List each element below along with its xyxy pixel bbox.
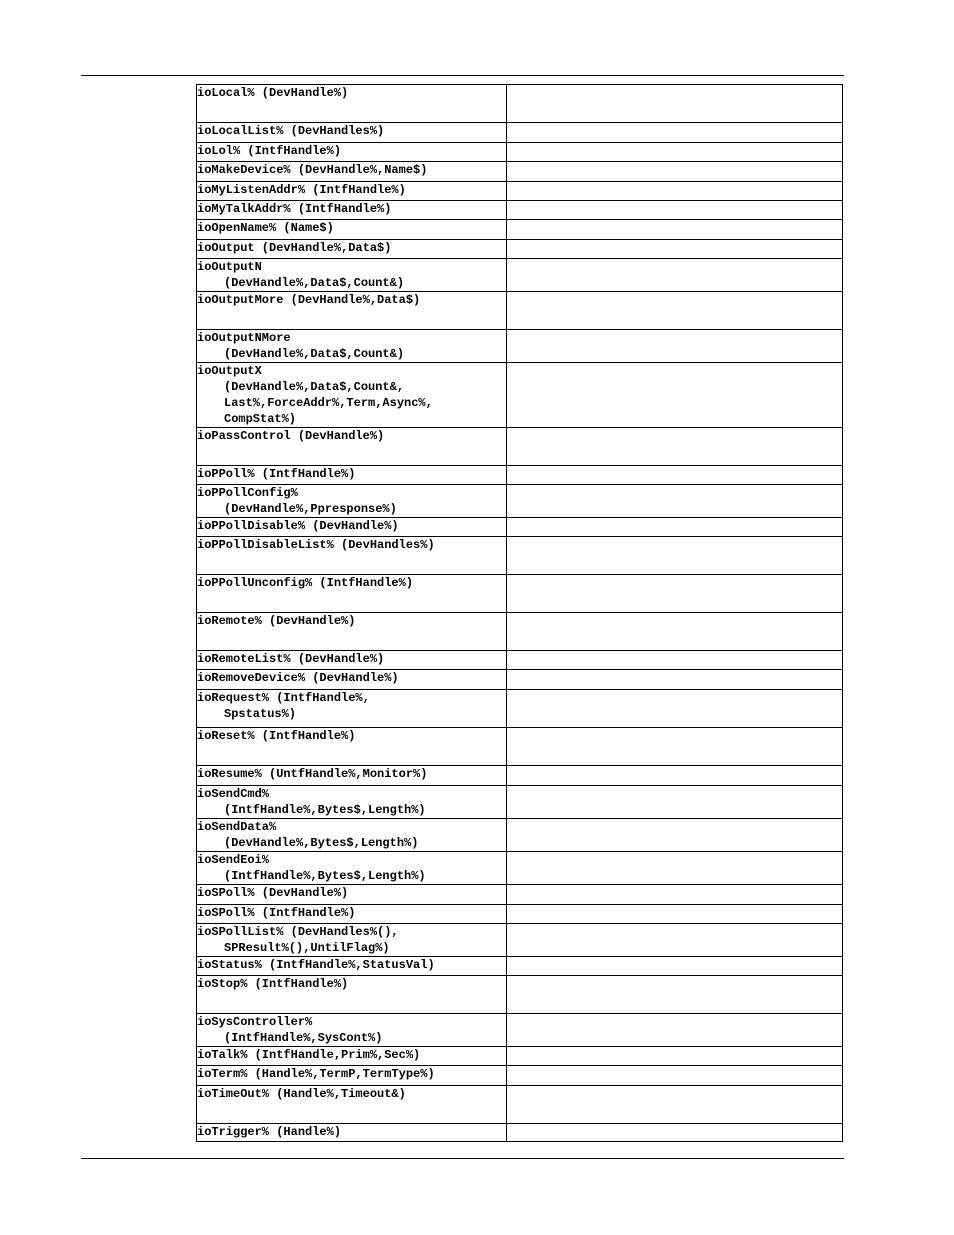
signature-line: (DevHandle%,Data$,Count&) [224, 347, 405, 361]
function-signature-cell [197, 819, 507, 852]
table-row [197, 613, 843, 651]
function-signature-cell [197, 905, 507, 924]
signature-line: ioRemote% (DevHandle%) [197, 614, 356, 628]
signature-line: ioRequest% (IntfHandle%, [197, 691, 370, 705]
signature-line: ioStop% (IntfHandle%) [197, 977, 349, 991]
signature-line: (DevHandle%,Data$,Count&, [224, 380, 405, 394]
signature-line: ioSendEoi% [197, 853, 270, 867]
signature-line: (DevHandle%,Ppresponse%) [224, 502, 397, 516]
table-row [197, 220, 843, 240]
function-signature-cell [197, 259, 507, 292]
description-cell [507, 518, 843, 537]
signature-line: ioMyTalkAddr% (IntfHandle%) [197, 202, 392, 216]
function-signature-cell [197, 690, 507, 728]
table-row [197, 1086, 843, 1124]
signature-line: ioStatus% (IntfHandle%,StatusVal) [197, 958, 435, 972]
table-row [197, 1066, 843, 1086]
description-cell [507, 162, 843, 182]
description-cell [507, 466, 843, 485]
signature-line: ioPPollDisableList% (DevHandles%) [197, 538, 435, 552]
table-row [197, 885, 843, 905]
description-cell [507, 123, 843, 143]
function-signature-cell [197, 220, 507, 240]
description-cell [507, 575, 843, 613]
signature-line: ioTalk% (IntfHandle,Prim%,Sec%) [197, 1048, 421, 1062]
signature-line: ioSPoll% (DevHandle%) [197, 886, 349, 900]
signature-line: SPResult%(),UntilFlag%) [224, 941, 390, 955]
function-signature-cell [197, 976, 507, 1014]
function-signature-cell [197, 786, 507, 819]
description-cell [507, 670, 843, 690]
function-signature-cell [197, 613, 507, 651]
signature-line: ioRemoteList% (DevHandle%) [197, 652, 385, 666]
table-row [197, 819, 843, 852]
description-cell [507, 485, 843, 518]
function-signature-cell [197, 1047, 507, 1066]
table-row [197, 852, 843, 885]
signature-line: ioOutputN [197, 260, 262, 274]
signature-line: ioSPollList% (DevHandles%(), [197, 925, 399, 939]
description-cell [507, 690, 843, 728]
signature-line: ioSysController% [197, 1015, 313, 1029]
function-signature-cell [197, 363, 507, 428]
table-row [197, 518, 843, 537]
function-signature-cell [197, 670, 507, 690]
description-cell [507, 240, 843, 259]
signature-line: ioLocal% (DevHandle%) [197, 86, 349, 100]
function-signature-cell [197, 240, 507, 259]
table-row [197, 162, 843, 182]
table-row [197, 575, 843, 613]
description-cell [507, 143, 843, 162]
function-signature-cell [197, 575, 507, 613]
signature-line: (DevHandle%,Bytes$,Length%) [224, 836, 419, 850]
description-cell [507, 292, 843, 330]
signature-line: (IntfHandle%,Bytes$,Length%) [224, 803, 426, 817]
table-row [197, 428, 843, 466]
table-row [197, 670, 843, 690]
table-row [197, 363, 843, 428]
signature-line: ioMyListenAddr% (IntfHandle%) [197, 183, 406, 197]
signature-line: ioLocalList% (DevHandles%) [197, 124, 385, 138]
table-row [197, 728, 843, 766]
signature-line: ioReset% (IntfHandle%) [197, 729, 356, 743]
footer-rule [81, 1158, 844, 1159]
signature-line: ioOpenName% (Name$) [197, 221, 334, 235]
function-signature-cell [197, 123, 507, 143]
description-cell [507, 85, 843, 123]
table-row [197, 143, 843, 162]
signature-line: ioPPollConfig% [197, 486, 298, 500]
table-row [197, 1014, 843, 1047]
table-row [197, 201, 843, 220]
table-row [197, 1124, 843, 1142]
description-cell [507, 819, 843, 852]
function-signature-cell [197, 485, 507, 518]
function-signature-cell [197, 728, 507, 766]
description-cell [507, 1086, 843, 1124]
description-cell [507, 651, 843, 670]
description-cell [507, 1014, 843, 1047]
function-signature-cell [197, 85, 507, 123]
signature-line: CompStat%) [224, 412, 297, 426]
table-row [197, 690, 843, 728]
signature-line: ioLol% (IntfHandle%) [197, 144, 342, 158]
description-cell [507, 924, 843, 957]
table-row [197, 786, 843, 819]
signature-line: ioPassControl (DevHandle%) [197, 429, 385, 443]
signature-line: ioMakeDevice% (DevHandle%,Name$) [197, 163, 428, 177]
table-row [197, 651, 843, 670]
description-cell [507, 885, 843, 905]
description-cell [507, 537, 843, 575]
description-cell [507, 786, 843, 819]
table-row [197, 259, 843, 292]
description-cell [507, 259, 843, 292]
function-signature-cell [197, 428, 507, 466]
signature-line: (IntfHandle%,SysCont%) [224, 1031, 383, 1045]
table-row [197, 905, 843, 924]
function-signature-cell [197, 182, 507, 201]
function-signature-cell [197, 143, 507, 162]
function-signature-cell [197, 201, 507, 220]
function-signature-cell [197, 852, 507, 885]
header-rule [81, 75, 844, 76]
function-signature-cell [197, 292, 507, 330]
table-row [197, 976, 843, 1014]
signature-line: ioSPoll% (IntfHandle%) [197, 906, 356, 920]
description-cell [507, 363, 843, 428]
function-signature-cell [197, 885, 507, 905]
table-row [197, 766, 843, 786]
table-row [197, 537, 843, 575]
signature-line: ioOutputNMore [197, 331, 291, 345]
description-cell [507, 905, 843, 924]
description-cell [507, 766, 843, 786]
description-cell [507, 428, 843, 466]
signature-line: (IntfHandle%,Bytes$,Length%) [224, 869, 426, 883]
table-row [197, 123, 843, 143]
function-signature-cell [197, 466, 507, 485]
signature-line: ioTerm% (Handle%,TermP,TermType%) [197, 1067, 435, 1081]
signature-line: Last%,ForceAddr%,Term,Async%, [224, 396, 433, 410]
description-cell [507, 1124, 843, 1142]
signature-line: ioRemoveDevice% (DevHandle%) [197, 671, 399, 685]
table-row [197, 182, 843, 201]
description-cell [507, 728, 843, 766]
signature-line: Spstatus%) [224, 707, 297, 721]
function-signature-cell [197, 1014, 507, 1047]
signature-line: ioPPoll% (IntfHandle%) [197, 467, 356, 481]
table-row [197, 240, 843, 259]
signature-line: ioPPollDisable% (DevHandle%) [197, 519, 399, 533]
function-signature-cell [197, 162, 507, 182]
function-signature-cell [197, 957, 507, 976]
description-cell [507, 976, 843, 1014]
function-signature-cell [197, 1086, 507, 1124]
table-row [197, 924, 843, 957]
description-cell [507, 220, 843, 240]
function-signature-cell [197, 766, 507, 786]
signature-line: ioTrigger% (Handle%) [197, 1125, 342, 1139]
signature-line: ioResume% (UntfHandle%,Monitor%) [197, 767, 428, 781]
function-signature-cell [197, 1124, 507, 1142]
signature-line: (DevHandle%,Data$,Count&) [224, 276, 405, 290]
description-cell [507, 1047, 843, 1066]
signature-line: ioOutputX [197, 364, 262, 378]
table-row [197, 957, 843, 976]
table-row [197, 85, 843, 123]
description-cell [507, 330, 843, 363]
function-signature-cell [197, 651, 507, 670]
signature-line: ioPPollUnconfig% (IntfHandle%) [197, 576, 414, 590]
signature-line: ioOutput (DevHandle%,Data$) [197, 241, 392, 255]
table-row [197, 485, 843, 518]
table-row [197, 292, 843, 330]
table-row [197, 466, 843, 485]
signature-line: ioSendData% [197, 820, 277, 834]
signature-line: ioSendCmd% [197, 787, 270, 801]
signature-line: ioTimeOut% (Handle%,Timeout&) [197, 1087, 406, 1101]
signature-line: ioOutputMore (DevHandle%,Data$) [197, 293, 421, 307]
table-row [197, 1047, 843, 1066]
table-row [197, 330, 843, 363]
description-cell [507, 182, 843, 201]
description-cell [507, 852, 843, 885]
function-signature-cell [197, 924, 507, 957]
description-cell [507, 613, 843, 651]
description-cell [507, 201, 843, 220]
function-signature-cell [197, 518, 507, 537]
function-signature-cell [197, 1066, 507, 1086]
description-cell [507, 957, 843, 976]
function-signature-cell [197, 537, 507, 575]
description-cell [507, 1066, 843, 1086]
function-signature-cell [197, 330, 507, 363]
function-table [196, 84, 843, 1142]
